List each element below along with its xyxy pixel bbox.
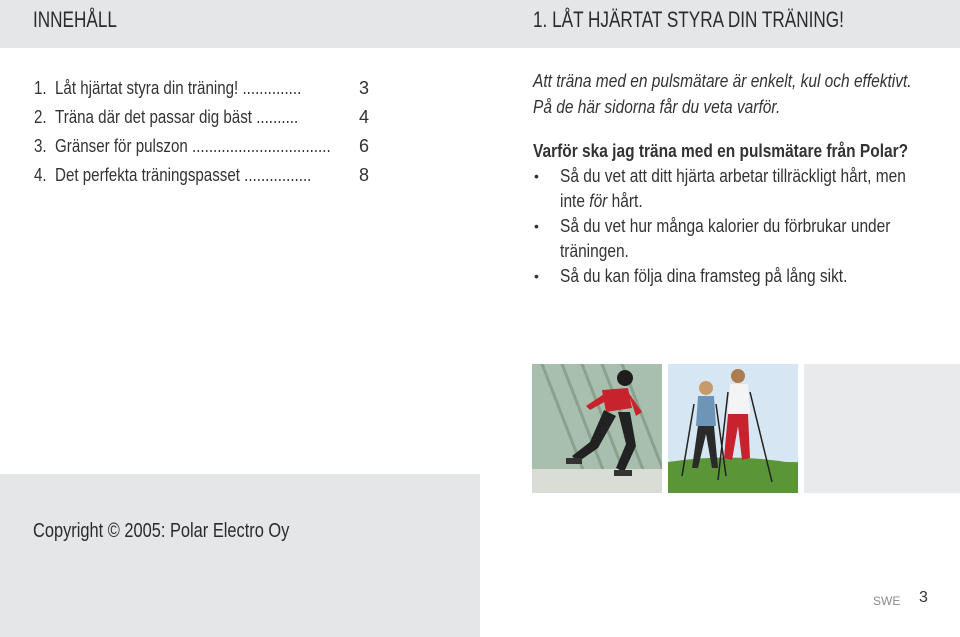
- page-number: 3: [919, 589, 928, 606]
- list-item: • Så du vet hur många kalorier du förbrukar under träningen.: [534, 216, 891, 261]
- contents-heading: INNEHÅLL: [33, 7, 117, 32]
- bullet-icon: •: [534, 268, 539, 284]
- toc-page-number: 6: [358, 136, 369, 156]
- bullet-icon: •: [534, 218, 539, 234]
- question-heading: Varför ska jag träna med en pulsmätare från Polar?: [533, 141, 909, 161]
- list-item: • Så du kan följa dina framsteg på lång sikt.: [533, 264, 923, 289]
- blank-photo-panel: [804, 364, 960, 493]
- toc-page-number: 8: [358, 165, 369, 185]
- table-of-contents: [34, 74, 374, 190]
- toc-page-number: 3: [358, 78, 369, 98]
- bullet-icon: •: [534, 168, 539, 184]
- list-item: • Så du vet att ditt hjärta arbetar tillräckligt hårt, men inte för hårt.: [534, 166, 906, 211]
- intro-paragraph: Att träna med en pulsmätare är enkelt, kul och effektivt. På de här sidorna får du veta varför.: [533, 71, 912, 117]
- chapter-body: [533, 68, 923, 289]
- toc-page-number: 4: [358, 107, 369, 127]
- toc-entry[interactable]: 2. Träna där det passar dig bäst .......... 4: [34, 103, 374, 132]
- toc-entry[interactable]: 4. Det perfekta träningspasset ................ 8: [34, 161, 374, 190]
- nordic-walkers-photo: [668, 364, 798, 493]
- language-code: SWE: [873, 594, 901, 608]
- benefit-list: [533, 164, 923, 289]
- copyright-notice: Copyright © 2005: Polar Electro Oy: [33, 520, 290, 542]
- inline-skater-photo: [532, 364, 662, 493]
- toc-entry[interactable]: 1. Låt hjärtat styra din träning! .............. 3: [34, 74, 374, 103]
- toc-entry[interactable]: 3. Gränser för pulszon ................................. 6: [34, 132, 374, 161]
- chapter-heading: 1. LÅT HJÄRTAT STYRA DIN TRÄNING!: [533, 7, 844, 32]
- copyright-band: [0, 474, 480, 637]
